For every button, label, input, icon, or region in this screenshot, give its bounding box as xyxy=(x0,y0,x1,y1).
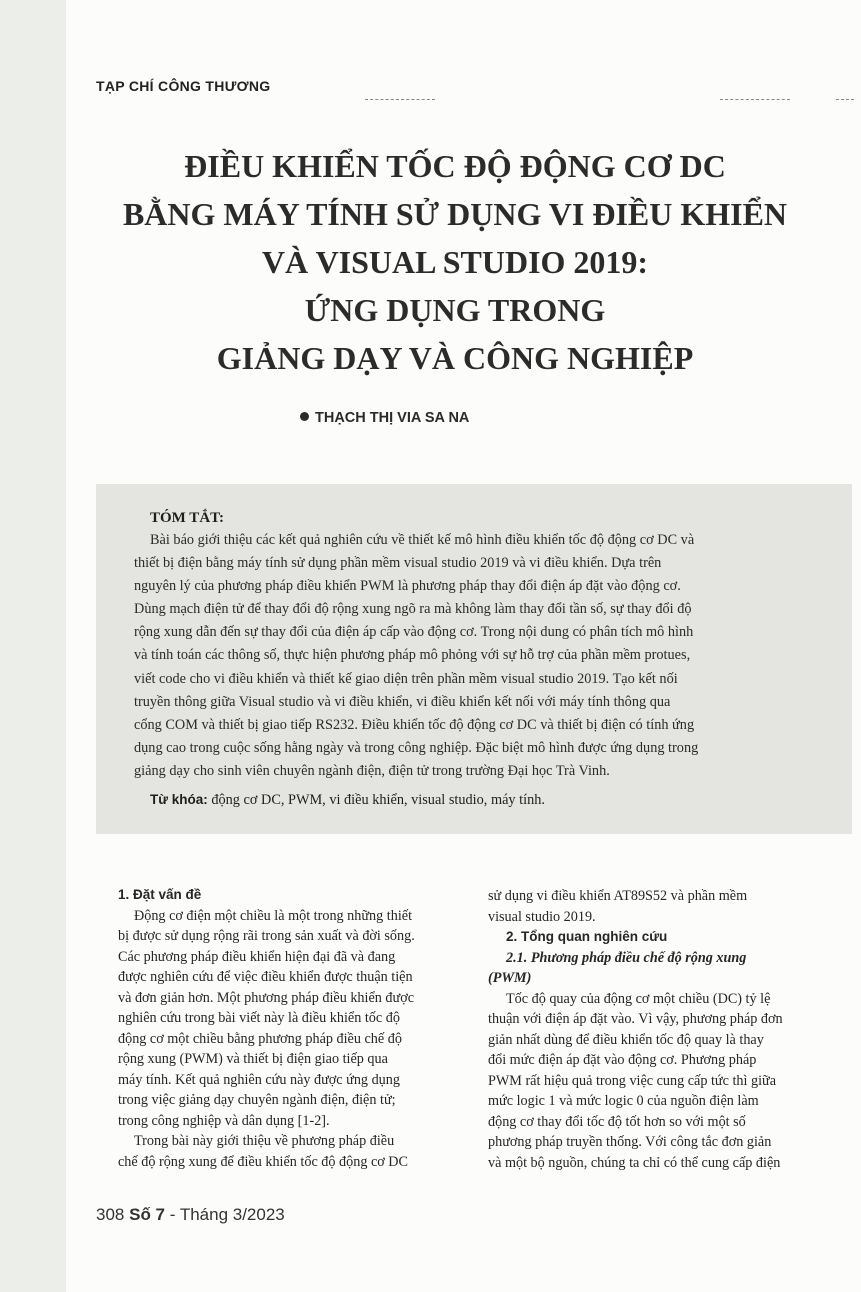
body-line: Các phương pháp điều khiển hiện đại đã và đang xyxy=(118,948,396,965)
keywords-label: Từ khóa: xyxy=(150,792,208,807)
abstract-line: Dùng mạch điện tử để thay đổi độ rộng xung ngõ ra mà không làm thay đổi tần số, sự thay đổi độ xyxy=(134,601,692,618)
abstract-line: dụng cao trong cuộc sống hằng ngày và trong công nghiệp. Đặc biệt mô hình được ứng dụng trong xyxy=(134,739,699,756)
title-line: ĐIỀU KHIỂN TỐC ĐỘ ĐỘNG CƠ DC xyxy=(184,148,726,184)
author-name: THẠCH THỊ VIA SA NA xyxy=(315,410,470,426)
title-line: ỨNG DỤNG TRONG xyxy=(304,292,606,328)
body-line: động cơ một chiều bằng phương pháp điều chế độ xyxy=(118,1030,402,1047)
title-line: VÀ VISUAL STUDIO 2019: xyxy=(261,244,649,280)
body-line: trong công nghiệp và dân dụng [1-2]. xyxy=(118,1112,330,1129)
abstract-line: rộng xung dẫn đến sự thay đổi của điện áp cấp vào động cơ. Trong nội dung có phân tích mô hình xyxy=(134,624,694,641)
body-line: đổi mức điện áp đặt vào động cơ. Phương pháp xyxy=(488,1052,757,1068)
header-rule xyxy=(836,99,854,100)
body-line: Động cơ điện một chiều là một trong những thiết xyxy=(134,907,413,924)
body-line: bị được sử dụng rộng rãi trong sản xuất và đời sống. xyxy=(118,928,415,944)
body-line: trong việc giảng dạy chuyên ngành điện, điện tử; xyxy=(118,1092,396,1108)
page-gutter xyxy=(0,0,66,1292)
body-line: động cơ thay đổi tốc độ tốt hơn so với một số xyxy=(488,1113,746,1130)
body-line: phương pháp truyền thống. Với công tắc đơn giản xyxy=(488,1134,772,1150)
journal-name: TẠP CHÍ CÔNG THƯƠNG xyxy=(96,78,271,94)
abstract-line: viết code cho vi điều khiển và thiết kế giao diện trên phần mềm visual studio 2019. Tạo kết nối xyxy=(134,670,678,687)
body-line: được nghiên cứu để việc điều khiển được thuận tiện xyxy=(118,969,413,985)
body-line: visual studio 2019. xyxy=(488,908,596,925)
body-line: nghiên cứu trong bài viết này là điều khiển tốc độ xyxy=(118,1010,400,1026)
body-line: mức logic 1 và mức logic 0 của nguồn điện làm xyxy=(488,1093,759,1109)
abstract-body xyxy=(134,529,814,783)
body-line: PWM rất hiệu quả trong việc cung cấp tức thì giữa xyxy=(488,1072,777,1089)
body-line: rộng xung (PWM) và thiết bị điện giao tiếp qua xyxy=(118,1051,388,1067)
header-rule xyxy=(365,99,435,100)
body-line: máy tính. Kết quả nghiên cứu này được ứng dụng xyxy=(118,1071,400,1088)
body-line: chế độ rộng xung để điều khiển tốc độ động cơ DC xyxy=(118,1153,409,1170)
abstract-line: thiết bị điện bằng máy tính sử dụng phần mềm visual studio 2019 và vi điều khiển. Dựa trên xyxy=(134,555,662,572)
subsection-heading: (PWM) xyxy=(488,970,532,986)
subsection-heading: 2.1. Phương pháp điều chế độ rộng xung xyxy=(506,949,747,966)
abstract-line: truyền thông giữa Visual studio và vi điều khiển, vi điều khiển kết nối với máy tính thông qua xyxy=(134,693,671,710)
header-rule xyxy=(720,99,790,100)
section-heading: 2. Tổng quan nghiên cứu xyxy=(506,929,668,944)
body-line: Trong bài này giới thiệu về phương pháp điều xyxy=(134,1133,395,1149)
keywords-text: động cơ DC, PWM, vi điều khiển, visual studio, máy tính. xyxy=(211,792,545,808)
keywords xyxy=(150,792,545,809)
abstract-line: và tính toán các thông số, thực hiện phương pháp mô phỏng với sự hỗ trợ của phần mềm protues, xyxy=(134,647,691,664)
section-heading: 1. Đặt vấn đề xyxy=(118,887,202,902)
body-line: và một bộ nguồn, chúng ta chỉ có thể cung cấp điện xyxy=(488,1154,781,1171)
page-footer xyxy=(96,1205,285,1225)
author-byline xyxy=(300,410,660,426)
article-title xyxy=(70,142,840,382)
title-line: GIẢNG DẠY VÀ CÔNG NGHIỆP xyxy=(216,340,694,376)
right-column xyxy=(488,886,848,1173)
body-line: thuận với điện áp đặt vào. Vì vậy, phương pháp đơn xyxy=(488,1011,783,1027)
abstract-line: giảng dạy cho sinh viên chuyên ngành điện, điện tử trong trường Đại học Trà Vinh. xyxy=(134,762,610,779)
abstract-heading: TÓM TẮT: xyxy=(150,510,225,526)
bullet-icon xyxy=(300,412,309,421)
abstract-line: cổng COM và thiết bị giao tiếp RS232. Điều khiển tốc độ động cơ DC và thiết bị điện có tính ứng xyxy=(134,716,695,733)
body-line: và đơn giản hơn. Một phương pháp điều khiển được xyxy=(118,989,414,1006)
title-line: BẰNG MÁY TÍNH SỬ DỤNG VI ĐIỀU KHIỂN xyxy=(122,196,788,232)
issue-number: Số 7 xyxy=(129,1205,166,1224)
left-column xyxy=(118,885,458,1172)
body-line: Tốc độ quay của động cơ một chiều (DC) tỷ lệ xyxy=(506,990,771,1007)
issue-date: - Tháng 3/2023 xyxy=(169,1205,285,1224)
abstract-line: Bài báo giới thiệu các kết quả nghiên cứu về thiết kế mô hình điều khiển tốc độ động cơ DC và xyxy=(150,532,695,548)
abstract-line: nguyên lý của phương pháp điều khiển PWM là phương pháp thay đổi điện áp đặt vào động cơ. xyxy=(134,578,681,595)
body-line: giản nhất dùng để điều khiển tốc độ quay là thay xyxy=(488,1031,764,1048)
page-number: 308 xyxy=(96,1205,125,1224)
body-line: sử dụng vi điều khiển AT89S52 và phần mềm xyxy=(488,888,748,904)
